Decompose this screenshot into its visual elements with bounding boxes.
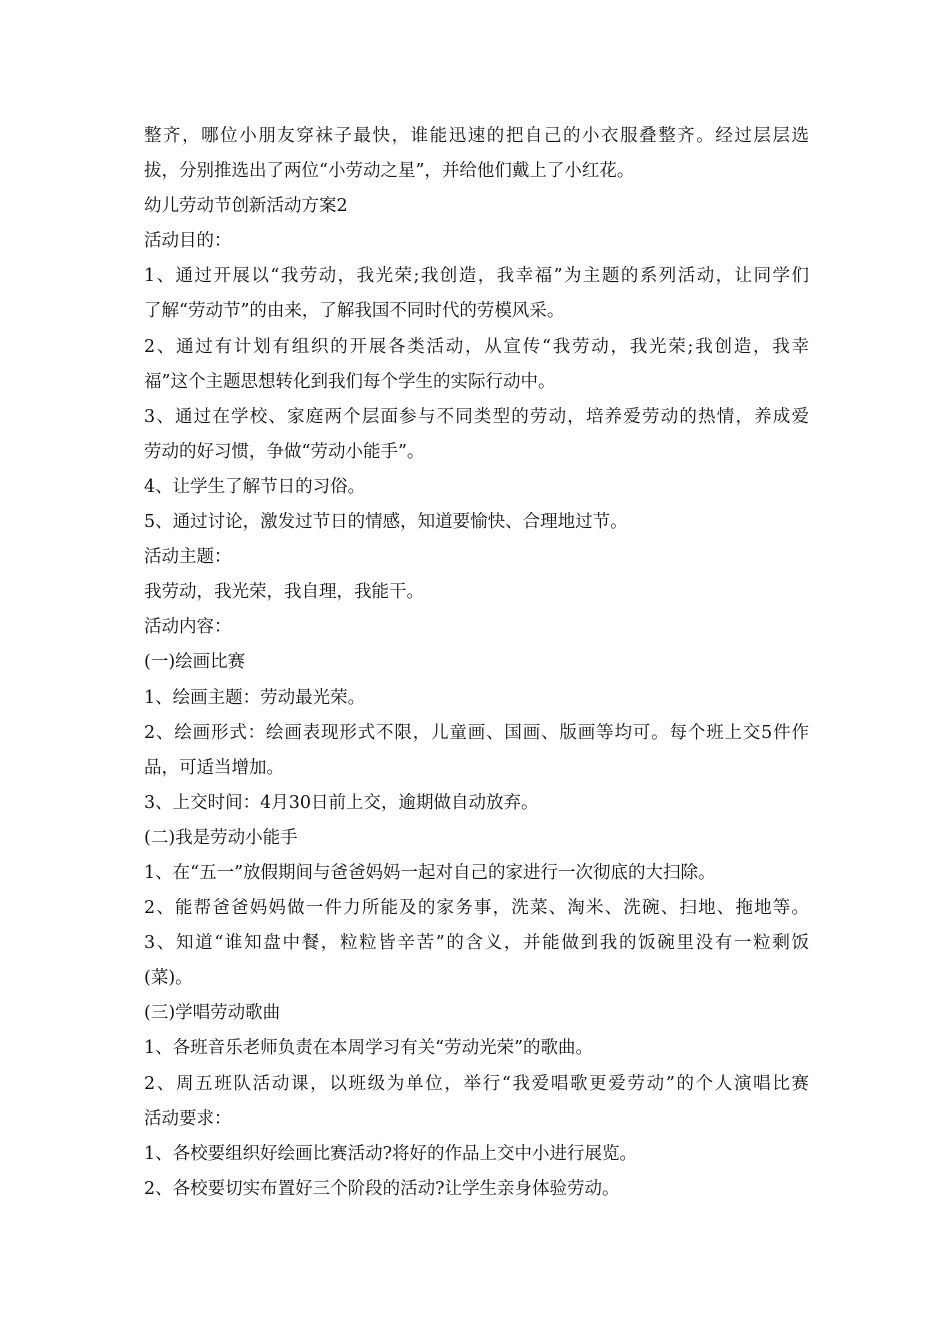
text-line: 2、周五班队活动课，以班级为单位，举行“我爱唱歌更爱劳动”的个人演唱比赛 [144, 1073, 809, 1094]
text-line: 活动主题： [144, 547, 232, 568]
text-line: (菜)。 [144, 968, 193, 989]
text-line: (二)我是劳动小能手 [144, 827, 298, 848]
text-line: 4、让学生了解节日的习俗。 [144, 476, 366, 497]
text-line: 了解“劳动节”的由来，了解我国不同时代的劳模风采。 [144, 301, 565, 322]
text-line: 活动目的： [144, 231, 232, 252]
text-line: 1、各班音乐老师负责在本周学习有关“劳动光荣”的歌曲。 [144, 1038, 594, 1059]
text-line: 2、能帮爸爸妈妈做一件力所能及的家务事，洗菜、淘米、洗碗、扫地、拖地等。 [144, 898, 809, 919]
text-line: 1、在“五一”放假期间与爸爸妈妈一起对自己的家进行一次彻底的大扫除。 [144, 862, 716, 883]
text-line: 5、通过讨论，激发过节日的情感，知道要愉快、合理地过节。 [144, 512, 628, 533]
text-line: 2、各校要切实布置好三个阶段的活动?让学生亲身体验劳动。 [144, 1178, 620, 1199]
text-line: 3、上交时间：4月30日前上交，逾期做自动放弃。 [144, 792, 539, 813]
text-line: 福”这个主题思想转化到我们每个学生的实际行动中。 [144, 371, 556, 392]
text-line: 活动要求： [144, 1108, 232, 1129]
text-line: 1、通过开展以“我劳动，我光荣;我创造，我幸福”为主题的系列活动，让同学们 [144, 266, 809, 287]
text-line: (三)学唱劳动歌曲 [144, 1003, 281, 1024]
document-body [144, 119, 809, 1207]
text-line: 2、通过有计划有组织的开展各类活动，从宣传“我劳动，我光荣;我创造，我幸 [144, 336, 809, 357]
text-line: 劳动的好习惯，争做“劳动小能手”。 [144, 441, 425, 462]
text-line: (一)绘画比赛 [144, 652, 246, 673]
text-line: 2、绘画形式：绘画表现形式不限，儿童画、国画、版画等均可。每个班上交5件作 [144, 722, 809, 743]
text-line: 我劳动，我光荣，我自理，我能干。 [144, 582, 424, 603]
text-line: 品，可适当增加。 [144, 757, 284, 778]
text-line: 1、各校要组织好绘画比赛活动?将好的作品上交中小进行展览。 [144, 1143, 638, 1164]
text-line: 拔，分别推选出了两位“小劳动之星”，并给他们戴上了小红花。 [144, 161, 635, 182]
text-line: 1、绘画主题：劳动最光荣。 [144, 687, 366, 708]
text-line: 活动内容： [144, 617, 232, 638]
text-line: 3、知道“谁知盘中餐，粒粒皆辛苦”的含义，并能做到我的饭碗里没有一粒剩饭 [144, 933, 809, 954]
text-line: 整齐，哪位小朋友穿袜子最快，谁能迅速的把自己的小衣服叠整齐。经过层层选 [144, 126, 809, 146]
text-line: 幼儿劳动节创新活动方案2 [144, 196, 348, 217]
text-line: 3、通过在学校、家庭两个层面参与不同类型的劳动，培养爱劳动的热情，养成爱 [144, 406, 809, 427]
